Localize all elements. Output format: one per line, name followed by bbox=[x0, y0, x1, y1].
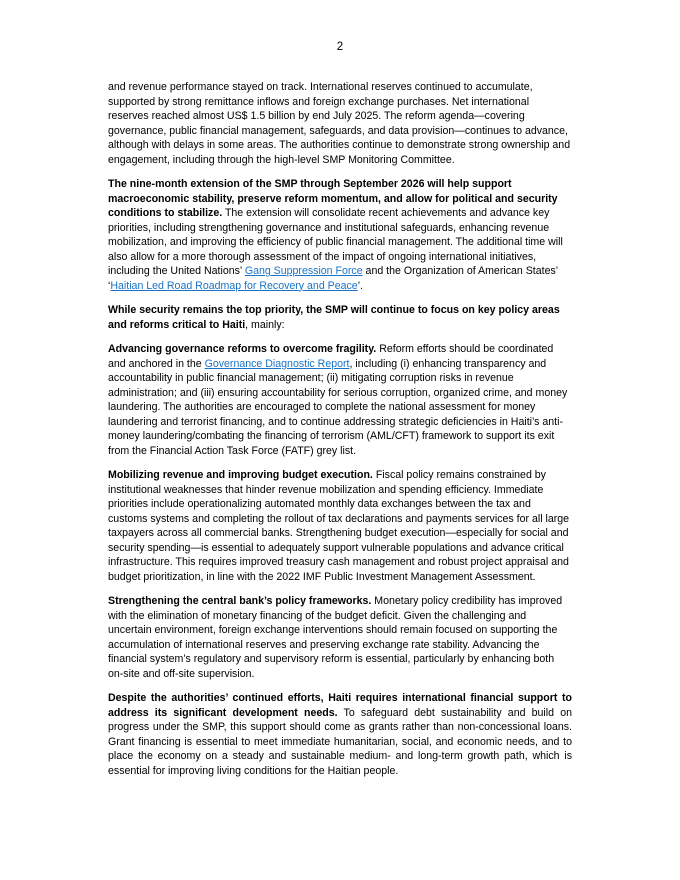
paragraph-text: Fiscal policy remains constrained by institutional weaknesses that hinder revenue mobilization and spending efficiency. Immediate priorities include operationalizing automated monthly data exchanges between the tax and customs systems and completing the rollout of tax declarations and payments services for all large taxpayers across all commercial banks. Strengthening budget execution—especially for social and security spending—is essential to adequately support vulnerable populations and advance critical infrastructure. This requires improved treasury cash management and robust project appraisal and budget prioritization, in line with the 2022 IMF Public Investment Management Assessment. bbox=[108, 469, 570, 583]
paragraph-text: Monetary policy credibility has improved with the elimination of monetary financing of the budget deficit. Given the challenging and uncertain environment, foreign exchange interventions should remain focused on supporting the accumulation of international reserves and preserving exchange rate stability. Advancing the financial system’s regulatory and supervisory reform is essential, particularly by enhancing both on-site and off-site supervision. bbox=[108, 595, 563, 680]
paragraph-heading: Advancing governance reforms to overcome fragility. bbox=[108, 343, 377, 355]
hyperlink[interactable]: Haitian Led Road Roadmap for Recovery and Peace bbox=[110, 279, 358, 292]
document-body bbox=[108, 80, 572, 788]
paragraph-6 bbox=[108, 594, 572, 681]
paragraph-heading: Despite the authorities’ continued efforts, Haiti requires international financial support to address its significant development needs. bbox=[108, 692, 572, 719]
paragraph-4 bbox=[108, 342, 572, 458]
paragraph-2 bbox=[108, 177, 572, 293]
paragraph-heading: Strengthening the central bank’s policy frameworks. bbox=[108, 595, 372, 607]
paragraph-7 bbox=[108, 691, 572, 778]
paragraph-text: Reform efforts should be coordinated and anchored in the bbox=[108, 343, 554, 370]
paragraph-text: and the Organization of American States’ ‘ bbox=[108, 265, 558, 292]
paragraph-text: and revenue performance stayed on track. International reserves continued to accumulate, supported by strong remittance inflows and foreign exchange purchases. Net international reserves reached almost US$ 1.5 billion by end July 2025. The reform agenda—covering governance, public financial management, safeguards, and data provision—continues to advance, although with delays in some areas. The authorities continue to demonstrate strong ownership and engagement, including through the high-level SMP Monitoring Committee. bbox=[108, 81, 571, 166]
paragraph-text: ’. bbox=[357, 279, 363, 292]
paragraph-heading: While security remains the top priority, the SMP will continue to focus on key policy areas and reforms critical to Haiti bbox=[108, 304, 560, 331]
hyperlink[interactable]: Gang Suppression Force bbox=[244, 265, 363, 277]
paragraph-5 bbox=[108, 468, 572, 584]
hyperlink[interactable]: Governance Diagnostic Report bbox=[204, 357, 350, 370]
paragraph-heading: The nine-month extension of the SMP through September 2026 will help support macroeconomic stability, preserve reform momentum, and allow for political and security conditions to stabilize. bbox=[108, 178, 558, 219]
page-number: 2 bbox=[336, 41, 344, 53]
paragraph-3 bbox=[108, 303, 572, 332]
paragraph-1 bbox=[108, 80, 572, 167]
paragraph-text: , mainly: bbox=[245, 318, 285, 331]
paragraph-text: To safeguard debt sustainability and build on progress under the SMP, this support should come as grants rather than non-concessional loans. Grant financing is essential to meet immediate humanitarian, social, and economic needs, and to place the economy on a steady and sustainable medium- and long-term growth path, which is essential for improving living conditions for the Haitian people. bbox=[108, 706, 572, 777]
paragraph-heading: Mobilizing revenue and improving budget execution. bbox=[108, 469, 373, 481]
paragraph-text: The extension will consolidate recent achievements and advance key priorities, including strengthening governance and institutional safeguards, enhancing revenue mobilization, and improving the efficiency of public financial management. The additional time will also allow for a more thorough assessment of the impact of ongoing international initiatives, including the United Nations’ bbox=[108, 207, 563, 277]
paragraph-text: , including (i) enhancing transparency and accountability in public financial management; (ii) mitigating corruption risks in revenue administration; and (iii) ensuring accountability for serious corruption, organized crime, and money laundering. The authorities are encouraged to complete the national assessment for money laundering and terrorist financing, and to continue addressing strategic deficiencies in Haiti’s anti-money laundering/combating the financing of terrorism (AML/CFT) framework to support its exit from the Financial Action Task Force (FATF) grey list. bbox=[108, 357, 568, 457]
